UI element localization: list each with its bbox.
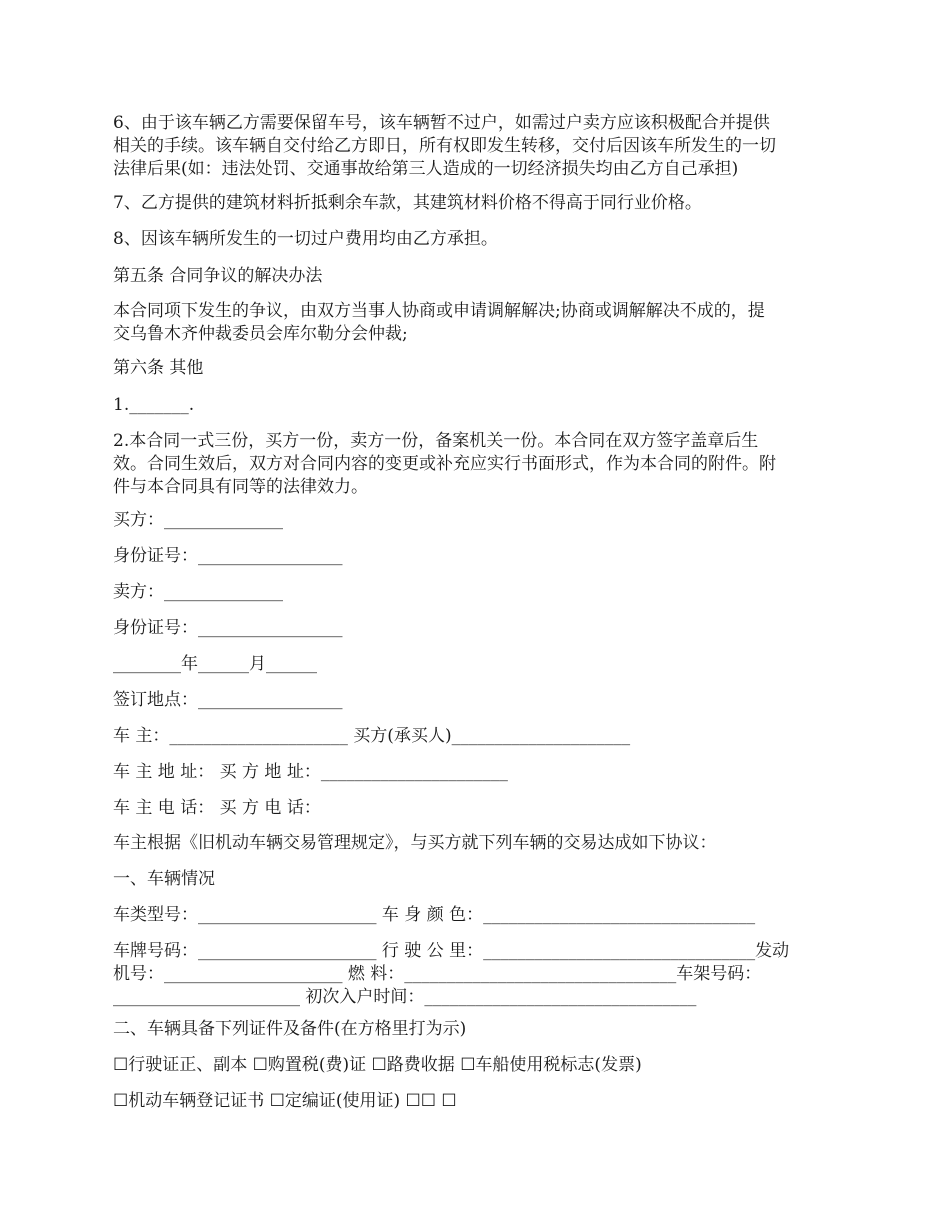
article-6-heading <box>113 357 843 380</box>
seller-signature-field <box>113 581 843 604</box>
owner-buyer-field <box>113 725 843 748</box>
text-line: 第六条 其他 <box>113 358 204 378</box>
text-line: 法律后果(如：违法处罚、交通事故给第三人造成的一切经济损失均由乙方自己承担) <box>113 159 739 179</box>
section-1-heading <box>113 868 843 891</box>
text-line: 第五条 合同争议的解决办法 <box>113 266 323 286</box>
text-line: 6、由于该车辆乙方需要保留车号，该车辆暂不过户，如需过户卖方应该积极配合并提供 <box>113 113 770 133</box>
buyer-id-field <box>113 545 843 568</box>
text-line: ______________________ 初次入户时间：________________________________ <box>113 987 697 1007</box>
text-line: 效。合同生效后，双方对合同内容的变更或补充应实行书面形式，作为本合同的附件。附 <box>113 454 776 474</box>
text-line: 车 主 电 话： 买 方 电 话： <box>113 798 321 818</box>
text-line: ☐行驶证正、副本 ☐购置税(费)证 ☐路费收据 ☐车船使用税标志(发票) <box>113 1055 642 1075</box>
agreement-intro <box>113 832 843 855</box>
documents-checklist-2 <box>113 1090 843 1113</box>
clause-7 <box>113 192 843 215</box>
vehicle-details-fields <box>113 940 843 1009</box>
text-line: 交乌鲁木齐仲裁委员会库尔勒分会仲裁; <box>113 324 408 344</box>
article-5-heading <box>113 265 843 288</box>
section-2-heading <box>113 1018 843 1041</box>
text-line: 车 主：_____________________ 买方(承买人)_____________________ <box>113 726 631 746</box>
text-line: 卖方：______________ <box>113 582 283 602</box>
seller-id-field <box>113 617 843 640</box>
other-item-1 <box>113 394 843 417</box>
signing-place-field <box>113 689 843 712</box>
clause-6 <box>113 112 843 181</box>
text-line: ________年______月______ <box>113 654 317 674</box>
text-line: 1._______. <box>113 395 195 415</box>
text-line: 签订地点：_________________ <box>113 690 343 710</box>
text-line: 车 主 地 址： 买 方 地 址：______________________ <box>113 762 508 782</box>
vehicle-type-field <box>113 904 843 927</box>
text-line: 一、车辆情况 <box>113 869 215 889</box>
text-line: 本合同项下发生的争议，由双方当事人协商或申请调解解决;协商或调解解决不成的，提 <box>113 301 765 321</box>
clause-8 <box>113 228 843 251</box>
dispute-resolution <box>113 300 843 346</box>
text-line: 身份证号：_________________ <box>113 618 343 638</box>
text-line: 8、因该车辆所发生的一切过户费用均由乙方承担。 <box>113 229 498 249</box>
text-line: 相关的手续。该车辆自交付给乙方即日，所有权即发生转移，交付后因该车所发生的一切 <box>113 136 776 156</box>
other-item-2 <box>113 430 843 499</box>
text-line: 2.本合同一式三份，买方一份，卖方一份，备案机关一份。本合同在双方签字盖章后生 <box>113 431 759 451</box>
date-field <box>113 653 843 676</box>
text-line: ☐机动车辆登记证书 ☐定编证(使用证) ☐☐ ☐ <box>113 1091 457 1111</box>
documents-checklist-1 <box>113 1054 843 1077</box>
text-line: 件与本合同具有同等的法律效力。 <box>113 477 368 497</box>
text-line: 车主根据《旧机动车辆交易管理规定》，与买方就下列车辆的交易达成如下协议： <box>113 833 717 853</box>
text-line: 车类型号：_____________________ 车 身 颜 色：________________________________ <box>113 905 756 925</box>
text-line: 车牌号码：_____________________ 行 驶 公 里：________________________________发动 <box>113 941 790 961</box>
address-field <box>113 761 843 784</box>
text-line: 7、乙方提供的建筑材料折抵剩余车款，其建筑材料价格不得高于同行业价格。 <box>113 193 702 213</box>
text-line: 二、车辆具备下列证件及备件(在方格里打为示) <box>113 1019 467 1039</box>
buyer-signature-field <box>113 509 843 532</box>
text-line: 机号：_____________________ 燃 料：________________________________车架号码： <box>113 964 762 984</box>
text-line: 买方：______________ <box>113 510 283 530</box>
text-line: 身份证号：_________________ <box>113 546 343 566</box>
phone-field <box>113 797 843 820</box>
